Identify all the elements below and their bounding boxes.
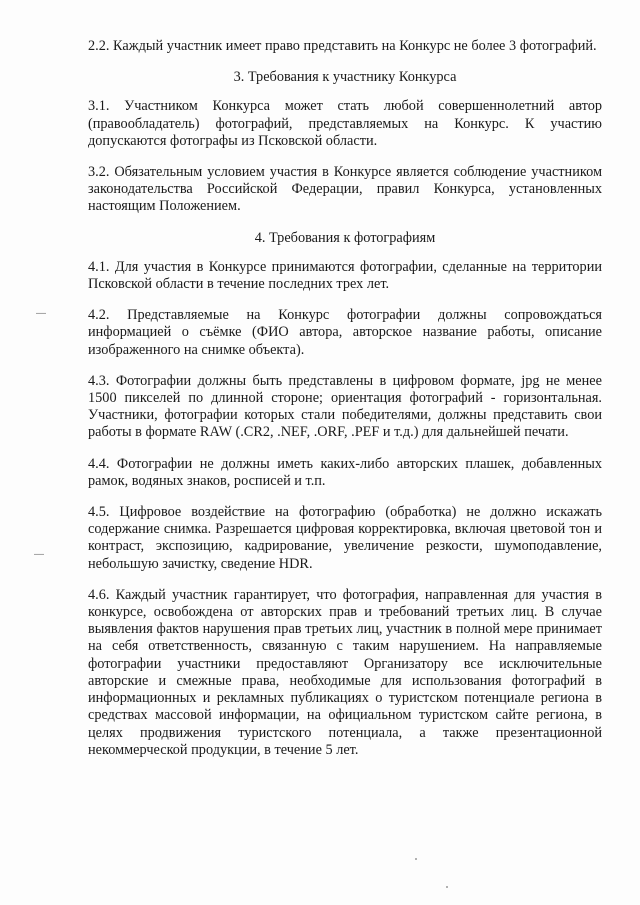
scan-speck <box>415 858 417 860</box>
scan-speck <box>446 886 448 888</box>
paragraph-4-6: 4.6. Каждый участник гарантирует, что фотография, направленная для участия в конкурсе, освобождена от авторских прав и требований третьих лиц. В случае выявления фактов нарушения прав третьих лиц, участник в полной мере принимает на себя ответственность, связанную с таким нарушением. На направляемые фотографии участники предоставляют Организатору все исключительные авторские и смежные права, необходимые для использования фотографий в информационных и рекламных публикациях о туристском потенциале региона в средствах массовой информации, на официальном туристском сайте региона, в целях продвижения туристского потенциала, а также презентационной некоммерческой продукции, в течение 5 лет. <box>88 586 602 758</box>
paragraph-4-4: 4.4. Фотографии не должны иметь каких-либо авторских плашек, добавленных рамок, водяных знаков, росписей и т.п. <box>88 455 602 489</box>
paragraph-3-2: 3.2. Обязательным условием участия в Конкурсе является соблюдение участником законодательства Российской Федерации, правил Конкурса, установленных настоящим Положением. <box>88 164 602 215</box>
margin-scan-mark: — <box>34 549 44 560</box>
section-heading-3: 3. Требования к участнику Конкурса <box>233 69 457 86</box>
paragraph-3-1: 3.1. Участником Конкурса может стать любой совершеннолетний автор (правообладатель) фотографий, представляемых на Конкурс. К участию допускаются фотографы из Псковской области. <box>88 98 602 149</box>
paragraph-4-3: 4.3. Фотографии должны быть представлены в цифровом формате, jpg не менее 1500 пикселей по длинной стороне; ориентация фотографий - горизонтальная. Участники, фотографии которых стали победителями, должны представить свои работы в формате RAW (.CR2, .NEF, .ORF, .PEF и т.д.) для дальнейшей печати. <box>88 372 602 441</box>
document-body <box>88 38 602 773</box>
margin-scan-mark: — <box>36 308 46 319</box>
section-heading-4: 4. Требования к фотографиям <box>254 229 436 246</box>
paragraph-4-5: 4.5. Цифровое воздействие на фотографию (обработка) не должно искажать содержание снимка. Разрешается цифровая корректировка, включая цветовой тон и контраст, экспозицию, кадрирование, увеличение резкости, шумоподавление, небольшую зачистку, сведение HDR. <box>88 504 602 572</box>
paragraph-4-1: 4.1. Для участия в Конкурсе принимаются фотографии, сделанные на территории Псковской области в течение последних трех лет. <box>88 258 602 293</box>
paragraph-4-2: 4.2. Представляемые на Конкурс фотографии должны сопровождаться информацией о съёмке (ФИО автора, авторское название работы, описание изображенного на снимке объекта). <box>88 307 602 358</box>
paragraph-2-2: 2.2. Каждый участник имеет право представить на Конкурс не более 3 фотографий. <box>88 38 597 54</box>
